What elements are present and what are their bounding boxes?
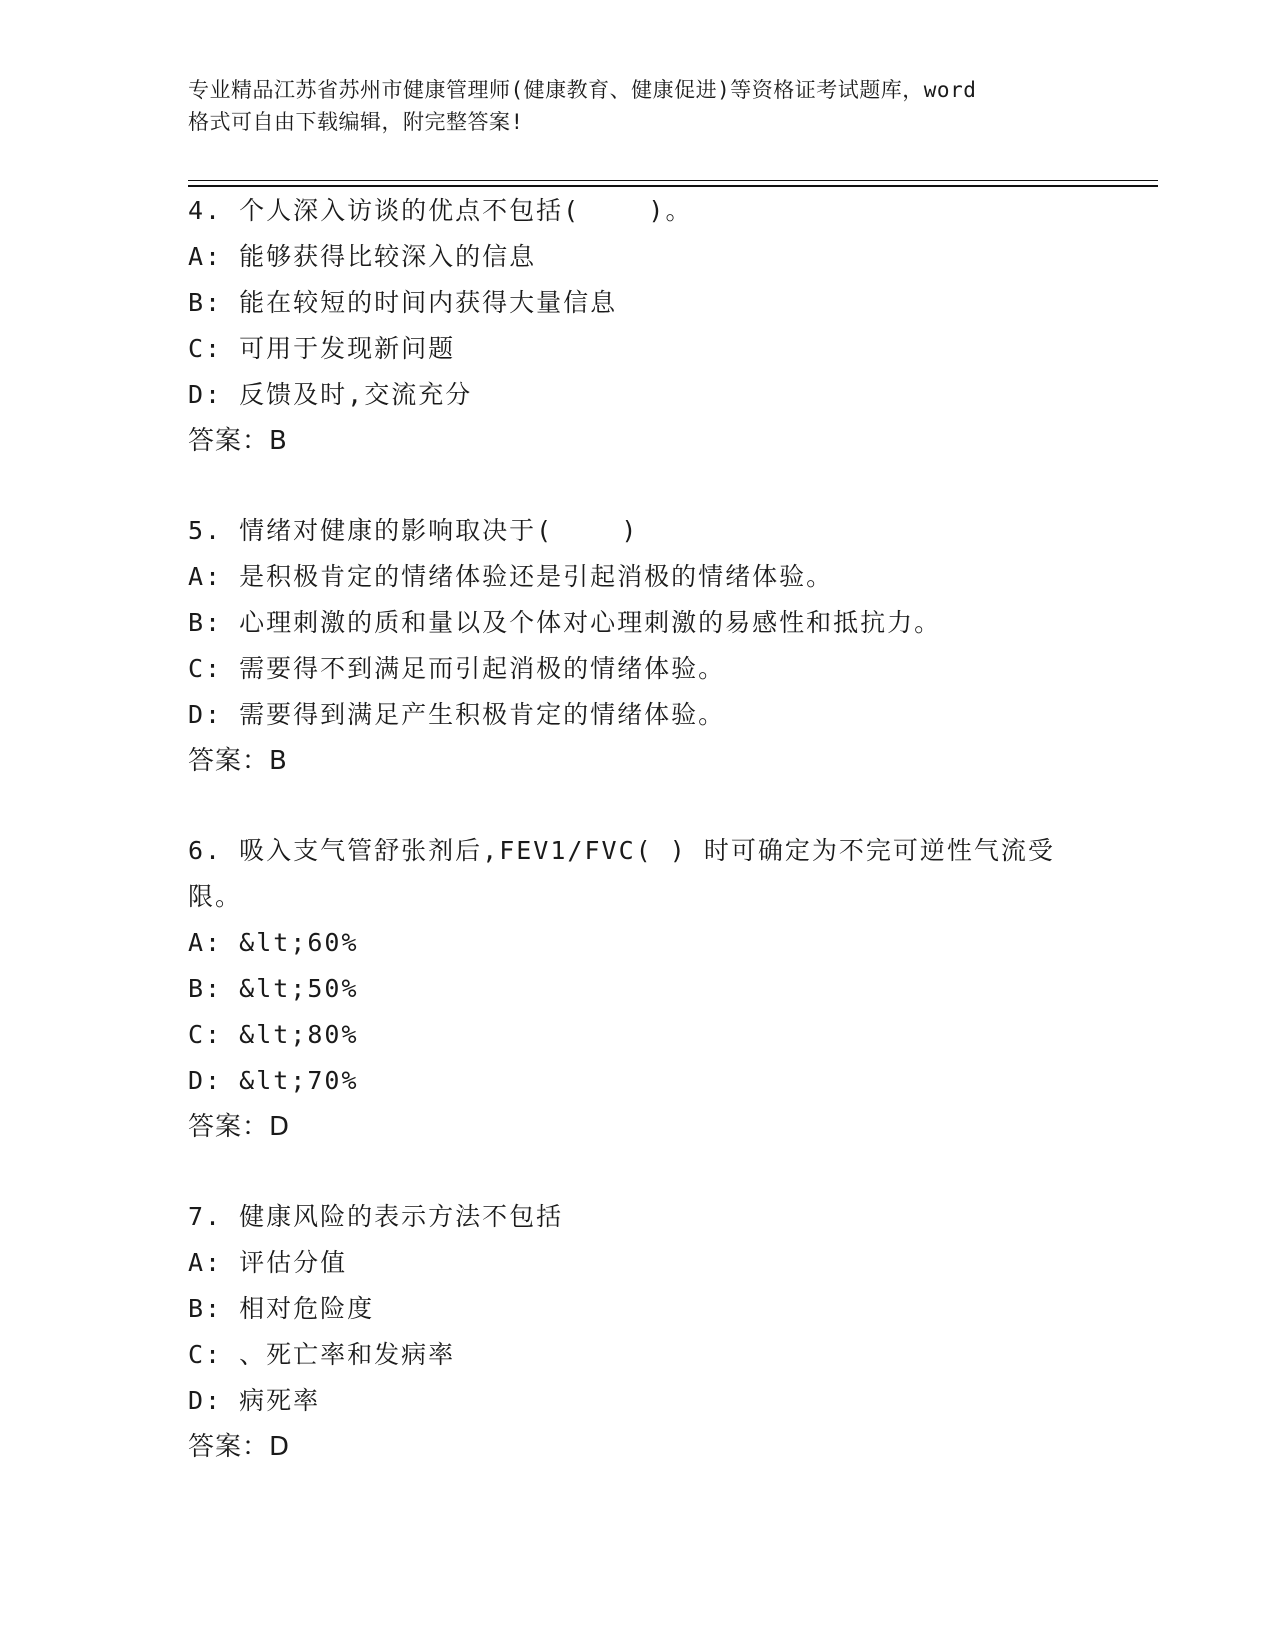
option-c: C: 可用于发现新问题 <box>188 334 456 363</box>
answer-label: 答案：D <box>188 1432 291 1462</box>
question-5 <box>188 508 1088 784</box>
option-d: D: &lt;70% <box>188 1066 359 1095</box>
option-b: B: 心理刺激的质和量以及个体对心理刺激的易感性和抵抗力。 <box>188 608 942 637</box>
option-b: B: &lt;50% <box>188 974 359 1003</box>
option-a: A: &lt;60% <box>188 928 359 957</box>
question-stem: 4. 个人深入访谈的优点不包括( )。 <box>188 196 693 225</box>
option-b: B: 相对危险度 <box>188 1294 375 1323</box>
question-6 <box>188 828 1088 1150</box>
answer-label: 答案：D <box>188 1112 291 1142</box>
answer-label: 答案：B <box>188 746 288 776</box>
option-b: B: 能在较短的时间内获得大量信息 <box>188 288 618 317</box>
question-4 <box>188 188 1088 464</box>
option-a: A: 能够获得比较深入的信息 <box>188 242 537 271</box>
question-stem: 5. 情绪对健康的影响取决于( ) <box>188 516 639 545</box>
option-c: C: 、死亡率和发病率 <box>188 1340 456 1369</box>
document-header <box>188 74 1088 138</box>
option-c: C: &lt;80% <box>188 1020 359 1049</box>
answer-label: 答案：B <box>188 426 288 456</box>
option-d: D: 反馈及时,交流充分 <box>188 380 473 409</box>
option-d: D: 病死率 <box>188 1386 321 1415</box>
option-c: C: 需要得不到满足而引起消极的情绪体验。 <box>188 654 726 683</box>
header-divider-thick <box>188 185 1158 187</box>
option-a: A: 评估分值 <box>188 1248 348 1277</box>
question-7 <box>188 1194 1088 1470</box>
option-d: D: 需要得到满足产生积极肯定的情绪体验。 <box>188 700 726 729</box>
header-divider-thin <box>188 180 1158 181</box>
header-line-2: 格式可自由下载编辑，附完整答案! <box>188 110 524 134</box>
question-stem: 6. 吸入支气管舒张剂后,FEV1/FVC( ) 时可确定为不完可逆性气流受限。 <box>188 836 1055 911</box>
option-a: A: 是积极肯定的情绪体验还是引起消极的情绪体验。 <box>188 562 834 591</box>
question-stem: 7. 健康风险的表示方法不包括 <box>188 1202 564 1231</box>
header-line-1: 专业精品江苏省苏州市健康管理师(健康教育、健康促进)等资格证考试题库，word <box>188 78 977 102</box>
